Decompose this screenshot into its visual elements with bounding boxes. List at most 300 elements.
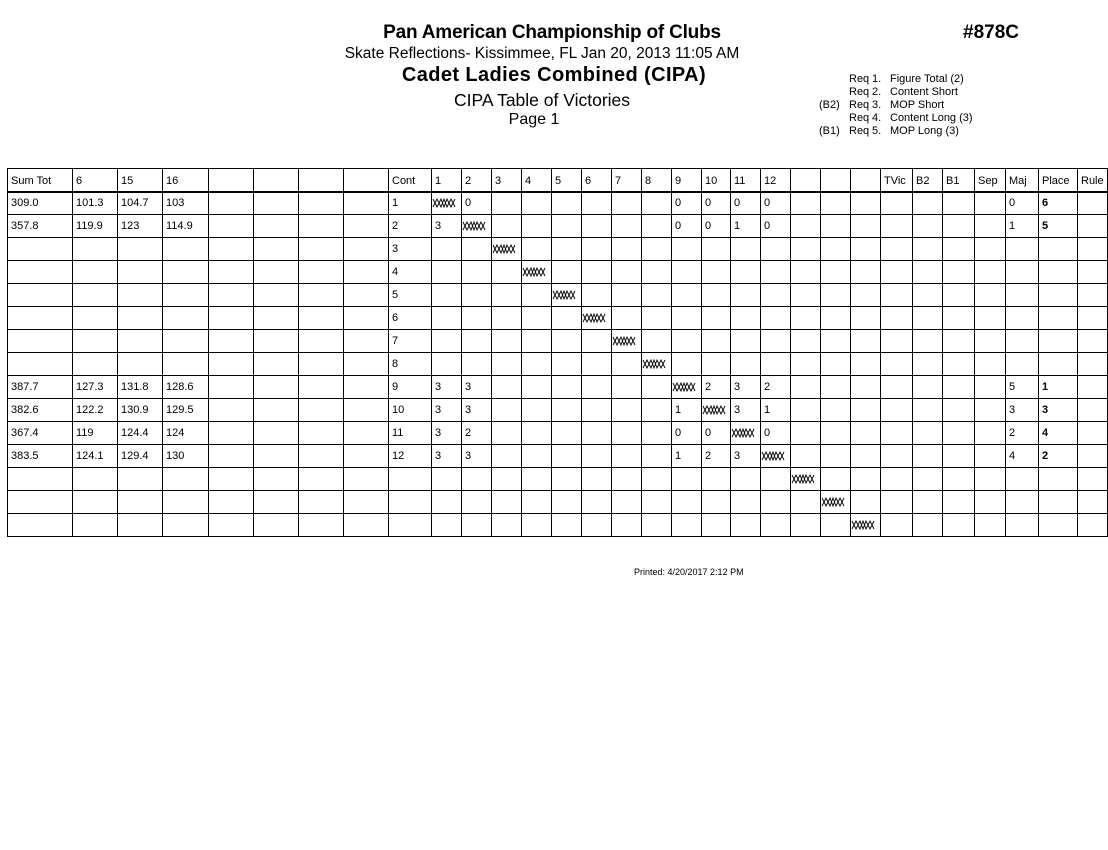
empty-cell — [299, 238, 344, 261]
score-cell — [118, 468, 163, 491]
victory-cell — [492, 491, 522, 514]
victory-cell — [672, 514, 702, 537]
score-cell: 129.4 — [118, 445, 163, 468]
victory-cell — [552, 261, 582, 284]
contestant-number-cell: 12 — [389, 445, 432, 468]
victory-cell — [522, 376, 552, 399]
tiebreak-cell — [913, 261, 943, 284]
tiebreak-cell — [975, 307, 1006, 330]
column-header: 7 — [612, 169, 642, 192]
tiebreak-cell — [975, 376, 1006, 399]
tiebreak-cell — [881, 399, 913, 422]
victory-cell — [582, 491, 612, 514]
requirement-number: 4. — [872, 112, 882, 124]
column-header: 8 — [642, 169, 672, 192]
score-cell: 124 — [163, 422, 209, 445]
empty-cell — [254, 376, 299, 399]
victory-cell — [791, 353, 821, 376]
empty-cell — [209, 215, 254, 238]
tiebreak-cell — [975, 491, 1006, 514]
empty-cell — [209, 261, 254, 284]
column-header: 6 — [582, 169, 612, 192]
empty-cell — [254, 330, 299, 353]
xxx-mark-icon — [583, 313, 605, 323]
event-title: Pan American Championship of Clubs — [383, 22, 721, 43]
score-cell: 128.6 — [163, 376, 209, 399]
victory-cell — [642, 514, 672, 537]
victory-cell: 0 — [702, 192, 731, 215]
majority-cell — [1006, 491, 1039, 514]
empty-cell — [299, 261, 344, 284]
table-row — [8, 376, 1108, 399]
tiebreak-cell — [913, 514, 943, 537]
majority-cell — [1006, 307, 1039, 330]
xxx-mark-icon — [762, 451, 784, 461]
victory-cell — [582, 215, 612, 238]
sum-total-cell — [8, 468, 73, 491]
victory-cell — [642, 215, 672, 238]
victory-cell — [642, 307, 672, 330]
sum-total-cell: 387.7 — [8, 376, 73, 399]
table-title: CIPA Table of Victories — [453, 90, 631, 110]
place-cell: 3 — [1039, 399, 1078, 422]
victory-cell: 0 — [462, 192, 492, 215]
tiebreak-cell — [943, 353, 975, 376]
requirement-word: Req — [849, 86, 870, 98]
tiebreak-cell — [943, 330, 975, 353]
requirement-number: 2. — [872, 86, 882, 98]
empty-cell — [299, 284, 344, 307]
victory-cell — [492, 284, 522, 307]
victory-cell — [432, 261, 462, 284]
victory-cell — [821, 307, 851, 330]
empty-cell — [254, 491, 299, 514]
empty-cell — [209, 192, 254, 215]
victory-cell — [522, 353, 552, 376]
victory-cell — [851, 376, 881, 399]
rule-cell — [1078, 491, 1108, 514]
empty-cell — [254, 307, 299, 330]
victory-cell — [492, 330, 522, 353]
xxx-mark-icon — [553, 290, 575, 300]
victory-cell — [672, 307, 702, 330]
victory-cell — [552, 307, 582, 330]
victory-cell — [612, 445, 642, 468]
table-row — [8, 284, 1108, 307]
victory-cell — [612, 353, 642, 376]
score-cell — [118, 261, 163, 284]
victory-cell — [851, 284, 881, 307]
place-cell — [1039, 330, 1078, 353]
victory-cell: 2 — [702, 376, 731, 399]
column-header: Place — [1039, 169, 1078, 192]
score-cell — [73, 491, 118, 514]
victory-cell — [731, 353, 761, 376]
victory-cell — [522, 330, 552, 353]
sum-total-cell: 357.8 — [8, 215, 73, 238]
victory-cell — [612, 261, 642, 284]
requirement-number: 5. — [872, 125, 882, 137]
victory-cell — [851, 238, 881, 261]
victory-cell — [642, 261, 672, 284]
empty-cell — [254, 215, 299, 238]
empty-cell — [299, 353, 344, 376]
victory-cell — [851, 399, 881, 422]
victory-cell — [672, 238, 702, 261]
tiebreak-cell — [881, 261, 913, 284]
victory-cell — [552, 215, 582, 238]
tiebreak-cell — [881, 238, 913, 261]
victory-cell — [432, 353, 462, 376]
victory-cell — [672, 261, 702, 284]
empty-cell — [254, 353, 299, 376]
empty-cell — [254, 261, 299, 284]
sum-total-cell — [8, 353, 73, 376]
division-title: Cadet Ladies Combined (CIPA) — [401, 64, 707, 86]
column-header: 12 — [761, 169, 791, 192]
self-comparison-cell — [432, 192, 462, 215]
victory-cell — [791, 399, 821, 422]
victory-cell — [432, 514, 462, 537]
victory-cell — [522, 422, 552, 445]
victory-cell — [462, 514, 492, 537]
empty-cell — [344, 445, 389, 468]
column-header: 6 — [73, 169, 118, 192]
victory-cell — [851, 261, 881, 284]
victory-cell: 0 — [761, 215, 791, 238]
contestant-number-cell — [389, 491, 432, 514]
victory-cell — [492, 307, 522, 330]
sum-total-cell — [8, 261, 73, 284]
score-cell — [118, 491, 163, 514]
victory-cell: 0 — [702, 215, 731, 238]
victory-cell — [552, 353, 582, 376]
victory-cell — [612, 215, 642, 238]
victory-cell — [582, 330, 612, 353]
victory-cell — [731, 307, 761, 330]
table-header-row — [8, 169, 1108, 192]
victory-cell: 3 — [731, 399, 761, 422]
victory-cell — [702, 307, 731, 330]
victory-cell — [522, 215, 552, 238]
score-cell — [73, 238, 118, 261]
rule-cell — [1078, 422, 1108, 445]
victory-cell — [731, 514, 761, 537]
victory-cell: 0 — [672, 422, 702, 445]
table-row — [8, 353, 1108, 376]
sum-total-cell: 367.4 — [8, 422, 73, 445]
table-row — [8, 261, 1108, 284]
victory-cell — [702, 284, 731, 307]
empty-cell — [209, 330, 254, 353]
requirements-legend — [815, 73, 973, 138]
victory-cell — [432, 468, 462, 491]
empty-cell — [344, 491, 389, 514]
score-cell — [118, 307, 163, 330]
place-cell — [1039, 238, 1078, 261]
empty-cell — [209, 307, 254, 330]
tiebreak-cell — [881, 215, 913, 238]
victory-cell — [582, 376, 612, 399]
self-comparison-cell — [522, 261, 552, 284]
rule-cell — [1078, 284, 1108, 307]
score-cell — [118, 238, 163, 261]
self-comparison-cell — [612, 330, 642, 353]
victory-cell: 0 — [672, 215, 702, 238]
table-row — [8, 445, 1108, 468]
xxx-mark-icon — [703, 405, 725, 415]
tiebreak-cell — [881, 468, 913, 491]
place-cell: 1 — [1039, 376, 1078, 399]
victory-cell — [492, 514, 522, 537]
victory-cell: 3 — [731, 376, 761, 399]
victory-cell — [462, 468, 492, 491]
empty-cell — [344, 399, 389, 422]
xxx-mark-icon — [732, 428, 754, 438]
rule-cell — [1078, 514, 1108, 537]
rule-cell — [1078, 330, 1108, 353]
tiebreak-cell — [975, 445, 1006, 468]
victory-cell — [851, 491, 881, 514]
score-cell — [118, 330, 163, 353]
xxx-mark-icon — [822, 497, 844, 507]
requirement-text: MOP Long (3) — [890, 125, 959, 137]
xxx-mark-icon — [643, 359, 665, 369]
victory-cell: 3 — [432, 215, 462, 238]
victory-cell — [702, 491, 731, 514]
victory-cell — [642, 445, 672, 468]
score-cell — [73, 261, 118, 284]
score-cell — [163, 468, 209, 491]
victory-cell — [522, 491, 552, 514]
victory-cell — [821, 399, 851, 422]
victory-cell — [761, 330, 791, 353]
victory-cell — [432, 491, 462, 514]
majority-cell — [1006, 514, 1039, 537]
victory-cell: 2 — [761, 376, 791, 399]
tiebreak-cell — [881, 284, 913, 307]
xxx-mark-icon — [613, 336, 635, 346]
victory-cell — [552, 376, 582, 399]
xxx-mark-icon — [493, 244, 515, 254]
victory-cell — [552, 330, 582, 353]
score-cell: 123 — [118, 215, 163, 238]
empty-cell — [209, 422, 254, 445]
victory-cell: 3 — [432, 376, 462, 399]
requirement-flag — [815, 73, 849, 86]
victory-cell — [761, 468, 791, 491]
victory-cell: 1 — [731, 215, 761, 238]
xxx-mark-icon — [852, 520, 874, 530]
contestant-number-cell — [389, 514, 432, 537]
score-cell: 119.9 — [73, 215, 118, 238]
victory-cell — [462, 238, 492, 261]
victory-cell — [522, 468, 552, 491]
score-cell — [163, 261, 209, 284]
victory-cell — [522, 192, 552, 215]
victory-cell — [791, 330, 821, 353]
empty-cell — [299, 330, 344, 353]
requirement-text: Figure Total (2) — [890, 73, 964, 85]
victory-cell — [462, 284, 492, 307]
tiebreak-cell — [913, 399, 943, 422]
table-row — [8, 215, 1108, 238]
score-cell — [73, 353, 118, 376]
empty-cell — [209, 284, 254, 307]
victory-cell — [702, 261, 731, 284]
tiebreak-cell — [975, 215, 1006, 238]
empty-cell — [299, 514, 344, 537]
contestant-number-cell: 6 — [389, 307, 432, 330]
sum-total-cell — [8, 307, 73, 330]
requirement-text: MOP Short — [890, 99, 945, 111]
tiebreak-cell — [943, 238, 975, 261]
score-cell: 103 — [163, 192, 209, 215]
tiebreak-cell — [975, 330, 1006, 353]
victory-cell — [552, 468, 582, 491]
majority-cell: 1 — [1006, 215, 1039, 238]
victory-cell — [851, 192, 881, 215]
empty-cell — [299, 215, 344, 238]
column-header: 3 — [492, 169, 522, 192]
tiebreak-cell — [881, 330, 913, 353]
empty-cell — [209, 238, 254, 261]
rule-cell — [1078, 376, 1108, 399]
column-header — [344, 169, 389, 192]
requirement-row — [815, 73, 973, 86]
victory-cell — [731, 491, 761, 514]
rule-cell — [1078, 353, 1108, 376]
empty-cell — [344, 422, 389, 445]
rule-cell — [1078, 215, 1108, 238]
tiebreak-cell — [913, 445, 943, 468]
xxx-mark-icon — [463, 221, 485, 231]
score-cell — [163, 307, 209, 330]
victory-cell — [791, 192, 821, 215]
score-cell: 101.3 — [73, 192, 118, 215]
tiebreak-cell — [913, 284, 943, 307]
victory-cell — [731, 330, 761, 353]
tiebreak-cell — [881, 307, 913, 330]
tiebreak-cell — [975, 468, 1006, 491]
victory-cell — [522, 399, 552, 422]
tiebreak-cell — [975, 261, 1006, 284]
column-header — [299, 169, 344, 192]
victory-cell: 1 — [672, 445, 702, 468]
victory-cell — [582, 284, 612, 307]
victory-cell — [432, 307, 462, 330]
table-row — [8, 330, 1108, 353]
victory-cell: 2 — [462, 422, 492, 445]
empty-cell — [209, 491, 254, 514]
victory-cell — [522, 284, 552, 307]
victory-cell — [492, 399, 522, 422]
victory-cell — [821, 284, 851, 307]
sum-total-cell — [8, 284, 73, 307]
victory-cell — [522, 445, 552, 468]
victory-cell — [612, 307, 642, 330]
victory-cell — [462, 491, 492, 514]
score-cell: 104.7 — [118, 192, 163, 215]
score-cell — [163, 514, 209, 537]
contestant-number-cell: 10 — [389, 399, 432, 422]
tiebreak-cell — [943, 376, 975, 399]
requirement-word: Req — [849, 125, 870, 137]
tiebreak-cell — [975, 399, 1006, 422]
empty-cell — [344, 514, 389, 537]
sum-total-cell — [8, 491, 73, 514]
contestant-number-cell: 7 — [389, 330, 432, 353]
empty-cell — [209, 399, 254, 422]
victory-cell — [492, 468, 522, 491]
tiebreak-cell — [943, 445, 975, 468]
victory-cell — [821, 215, 851, 238]
column-header: 15 — [118, 169, 163, 192]
sum-total-cell — [8, 330, 73, 353]
victory-cell — [851, 353, 881, 376]
empty-cell — [344, 330, 389, 353]
victory-cell — [612, 376, 642, 399]
score-cell: 122.2 — [73, 399, 118, 422]
victory-cell — [612, 514, 642, 537]
victory-cell — [642, 192, 672, 215]
empty-cell — [254, 284, 299, 307]
victory-cell — [552, 399, 582, 422]
victory-cell — [612, 468, 642, 491]
tiebreak-cell — [913, 307, 943, 330]
empty-cell — [209, 376, 254, 399]
self-comparison-cell — [492, 238, 522, 261]
victory-cell: 3 — [432, 399, 462, 422]
table-of-victories — [7, 168, 1108, 537]
place-cell — [1039, 468, 1078, 491]
victory-cell — [582, 261, 612, 284]
victory-cell — [672, 330, 702, 353]
victory-cell — [851, 468, 881, 491]
victory-cell — [522, 307, 552, 330]
column-header: 5 — [552, 169, 582, 192]
victory-cell: 1 — [672, 399, 702, 422]
self-comparison-cell — [821, 491, 851, 514]
empty-cell — [344, 238, 389, 261]
tiebreak-cell — [975, 284, 1006, 307]
empty-cell — [299, 445, 344, 468]
victory-cell — [492, 445, 522, 468]
score-cell: 124.4 — [118, 422, 163, 445]
empty-cell — [344, 261, 389, 284]
empty-cell — [209, 468, 254, 491]
rule-cell — [1078, 399, 1108, 422]
victory-cell — [582, 399, 612, 422]
contestant-number-cell: 2 — [389, 215, 432, 238]
majority-cell: 5 — [1006, 376, 1039, 399]
contestant-number-cell — [389, 468, 432, 491]
empty-cell — [299, 192, 344, 215]
victory-cell — [761, 307, 791, 330]
victory-cell — [492, 261, 522, 284]
rule-cell — [1078, 192, 1108, 215]
contestant-number-cell: 5 — [389, 284, 432, 307]
empty-cell — [209, 445, 254, 468]
contestant-number-cell: 3 — [389, 238, 432, 261]
victory-cell — [522, 238, 552, 261]
tiebreak-cell — [881, 192, 913, 215]
empty-cell — [299, 468, 344, 491]
rule-cell — [1078, 261, 1108, 284]
victory-cell — [642, 422, 672, 445]
xxx-mark-icon — [433, 198, 455, 208]
place-cell — [1039, 284, 1078, 307]
